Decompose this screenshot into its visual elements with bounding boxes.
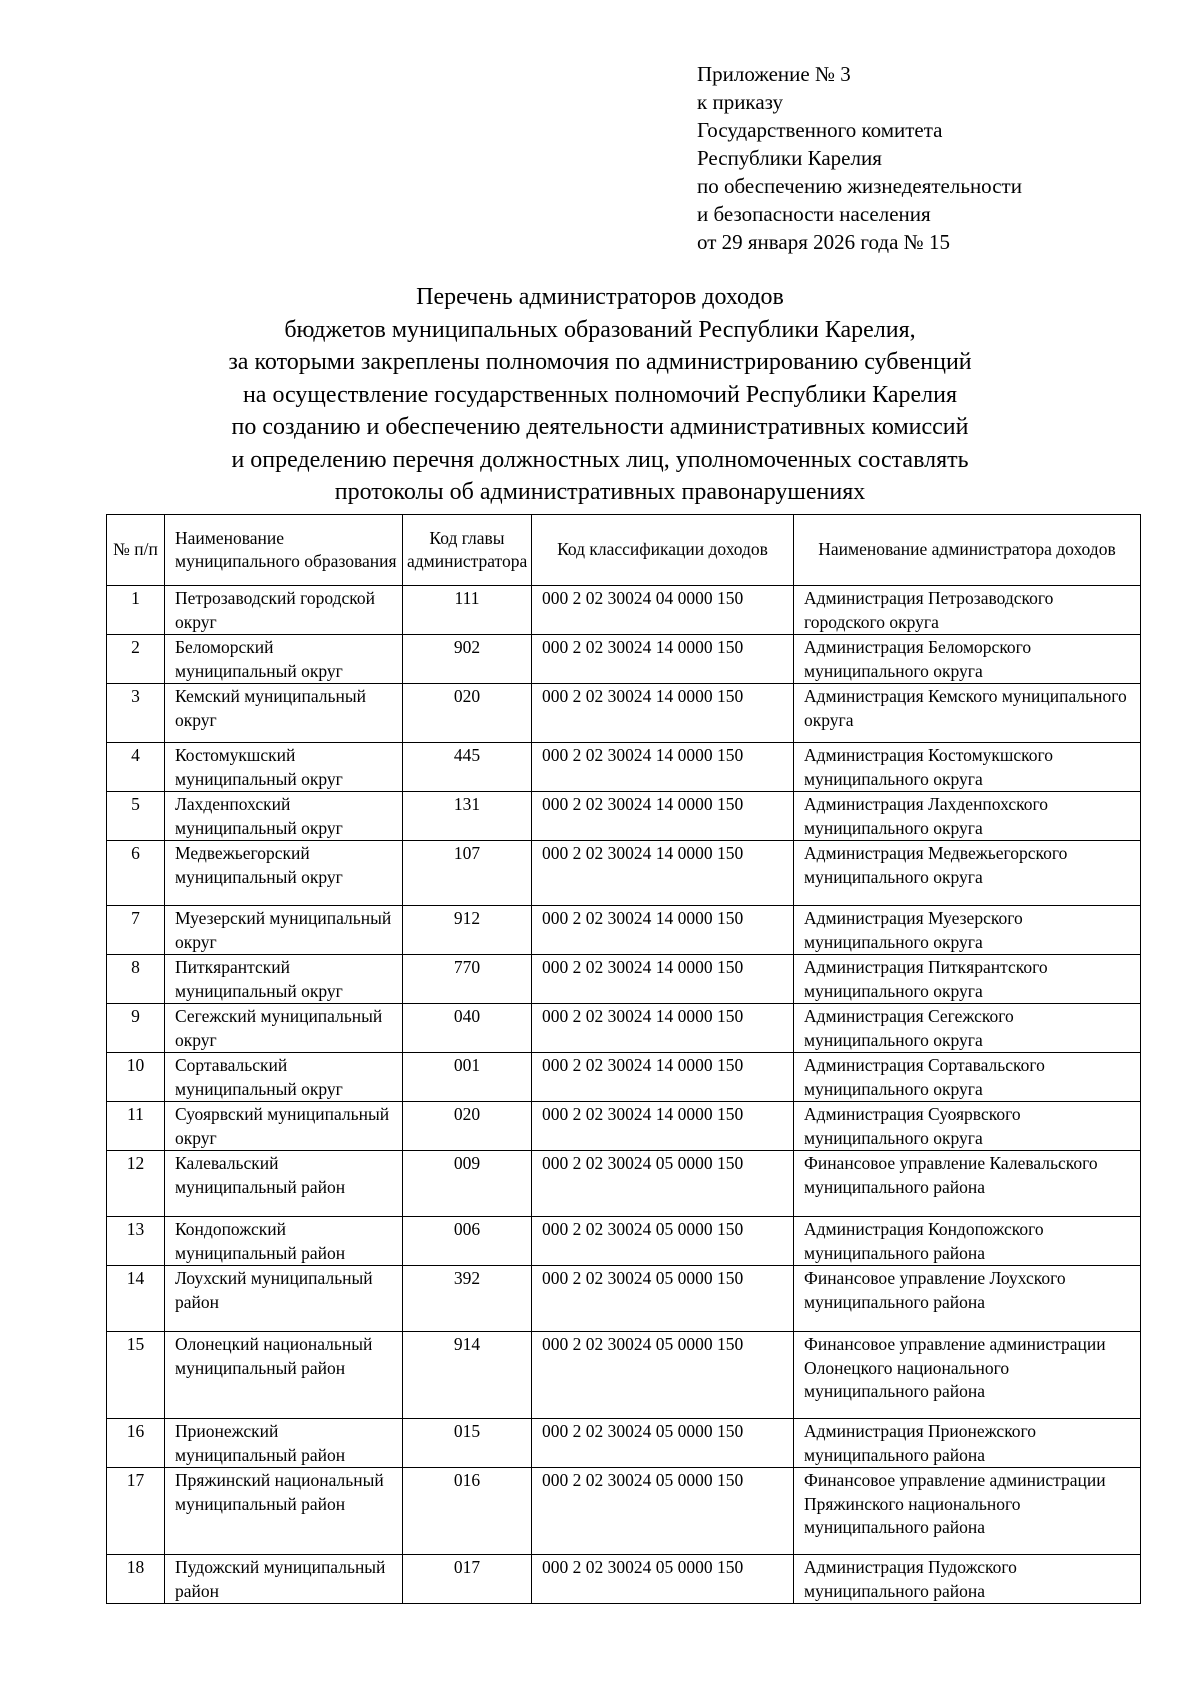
table-row [107,1332,1141,1419]
table-row [107,1266,1141,1332]
table-row [107,1217,1141,1266]
head-code: 016 [403,1468,532,1555]
table-header-row [107,515,1141,586]
administrator-name: Администрация Костомукшского муниципального округа [794,743,1141,792]
municipality-name: Кондопожский муниципальный район [165,1217,403,1266]
row-number: 9 [107,1004,165,1053]
administrator-name: Администрация Сегежского муниципального округа [794,1004,1141,1053]
administrator-name: Финансовое управление Лоухского муниципального района [794,1266,1141,1332]
row-number: 1 [107,586,165,635]
appendix-line: Республики Карелия [697,146,882,170]
header-head-code: Код главы администратора [403,515,532,586]
table-row [107,1053,1141,1102]
income-classification-code: 000 2 02 30024 14 0000 150 [532,955,794,1004]
administrator-name: Администрация Беломорского муниципального округа [794,635,1141,684]
table-row [107,1468,1141,1555]
row-number: 15 [107,1332,165,1419]
administrator-name: Администрация Медвежьегорского муниципального округа [794,841,1141,906]
head-code: 131 [403,792,532,841]
income-classification-code: 000 2 02 30024 14 0000 150 [532,635,794,684]
income-classification-code: 000 2 02 30024 05 0000 150 [532,1217,794,1266]
municipality-name: Лахденпохский муниципальный округ [165,792,403,841]
municipality-name: Медвежьегорский муниципальный округ [165,841,403,906]
municipality-name: Костомукшский муниципальный округ [165,743,403,792]
appendix-block [697,60,1022,256]
head-code: 020 [403,1102,532,1151]
title-line: протоколы об административных правонарушениях [334,479,866,505]
head-code: 902 [403,635,532,684]
row-number: 17 [107,1468,165,1555]
income-classification-code: 000 2 02 30024 14 0000 150 [532,684,794,743]
table-row [107,1419,1141,1468]
row-number: 2 [107,635,165,684]
row-number: 10 [107,1053,165,1102]
row-number: 3 [107,684,165,743]
income-classification-code: 000 2 02 30024 14 0000 150 [532,792,794,841]
row-number: 14 [107,1266,165,1332]
row-number: 12 [107,1151,165,1217]
head-code: 006 [403,1217,532,1266]
title-line: бюджетов муниципальных образований Республики Карелия, [284,316,916,343]
head-code: 020 [403,684,532,743]
header-income-code: Код классификации доходов [532,515,794,586]
head-code: 015 [403,1419,532,1468]
appendix-line: Государственного комитета [697,118,943,142]
administrator-name: Администрация Лахденпохского муниципального округа [794,792,1141,841]
administrator-name: Администрация Питкярантского муниципального округа [794,955,1141,1004]
municipality-name: Кемский муниципальный округ [165,684,403,743]
municipality-name: Беломорский муниципальный округ [165,635,403,684]
table-row [107,1151,1141,1217]
administrator-name: Финансовое управление администрации Пряжинского национального муниципального района [794,1468,1141,1555]
administrator-name: Финансовое управление Калевальского муниципального района [794,1151,1141,1217]
administrators-table [106,514,1141,1604]
municipality-name: Пряжинский национальный муниципальный район [165,1468,403,1555]
head-code: 040 [403,1004,532,1053]
income-classification-code: 000 2 02 30024 14 0000 150 [532,1004,794,1053]
table-row [107,1004,1141,1053]
row-number: 4 [107,743,165,792]
income-classification-code: 000 2 02 30024 05 0000 150 [532,1266,794,1332]
income-classification-code: 000 2 02 30024 14 0000 150 [532,1102,794,1151]
municipality-name: Прионежский муниципальный район [165,1419,403,1468]
table-row [107,906,1141,955]
municipality-name: Калевальский муниципальный район [165,1151,403,1217]
municipality-name: Олонецкий национальный муниципальный район [165,1332,403,1419]
administrator-name: Администрация Кондопожского муниципального района [794,1217,1141,1266]
head-code: 009 [403,1151,532,1217]
appendix-line: от 29 января 2026 года № 15 [697,230,950,254]
administrator-name: Администрация Прионежского муниципального района [794,1419,1141,1468]
income-classification-code: 000 2 02 30024 05 0000 150 [532,1419,794,1468]
title-line: по созданию и обеспечению деятельности административных комиссий [231,414,969,440]
title-line: на осуществление государственных полномочий Республики Карелия [242,381,958,408]
table-row [107,586,1141,635]
income-classification-code: 000 2 02 30024 05 0000 150 [532,1555,794,1604]
municipality-name: Петрозаводский городской округ [165,586,403,635]
income-classification-code: 000 2 02 30024 14 0000 150 [532,1053,794,1102]
head-code: 111 [403,586,532,635]
table-row [107,792,1141,841]
table-row [107,684,1141,743]
administrator-name: Администрация Сортавальского муниципального округа [794,1053,1141,1102]
title-line: и определению перечня должностных лиц, уполномоченных составлять [231,446,969,473]
head-code: 392 [403,1266,532,1332]
document-title [0,281,1200,509]
row-number: 18 [107,1555,165,1604]
head-code: 912 [403,906,532,955]
municipality-name: Сегежский муниципальный округ [165,1004,403,1053]
appendix-line: и безопасности населения [697,202,931,226]
header-administrator: Наименование администратора доходов [794,515,1141,586]
table-row [107,1555,1141,1604]
appendix-line: по обеспечению жизнедеятельности [697,174,1022,198]
title-line: Перечень администраторов доходов [416,284,784,310]
appendix-line: к приказу [697,90,783,114]
administrator-name: Администрация Суоярвского муниципального округа [794,1102,1141,1151]
municipality-name: Пудожский муниципальный район [165,1555,403,1604]
row-number: 7 [107,906,165,955]
head-code: 445 [403,743,532,792]
header-no: № п/п [107,515,165,586]
income-classification-code: 000 2 02 30024 14 0000 150 [532,743,794,792]
administrator-name: Администрация Петрозаводского городского округа [794,586,1141,635]
municipality-name: Муезерский муниципальный округ [165,906,403,955]
income-classification-code: 000 2 02 30024 14 0000 150 [532,841,794,906]
row-number: 16 [107,1419,165,1468]
table-body [107,586,1141,1604]
income-classification-code: 000 2 02 30024 05 0000 150 [532,1151,794,1217]
income-classification-code: 000 2 02 30024 05 0000 150 [532,1332,794,1419]
municipality-name: Сортавальский муниципальный округ [165,1053,403,1102]
municipality-name: Суоярвский муниципальный округ [165,1102,403,1151]
table-row [107,841,1141,906]
income-classification-code: 000 2 02 30024 05 0000 150 [532,1468,794,1555]
income-classification-code: 000 2 02 30024 04 0000 150 [532,586,794,635]
row-number: 8 [107,955,165,1004]
header-municipality: Наименование муниципального образования [165,515,403,586]
income-classification-code: 000 2 02 30024 14 0000 150 [532,906,794,955]
table-row [107,1102,1141,1151]
administrator-name: Администрация Пудожского муниципального района [794,1555,1141,1604]
administrator-name: Администрация Кемского муниципального округа [794,684,1141,743]
head-code: 107 [403,841,532,906]
head-code: 017 [403,1555,532,1604]
municipality-name: Лоухский муниципальный район [165,1266,403,1332]
head-code: 770 [403,955,532,1004]
municipality-name: Питкярантский муниципальный округ [165,955,403,1004]
row-number: 11 [107,1102,165,1151]
table-row [107,635,1141,684]
row-number: 13 [107,1217,165,1266]
row-number: 6 [107,841,165,906]
administrator-name: Администрация Муезерского муниципального округа [794,906,1141,955]
row-number: 5 [107,792,165,841]
table-row [107,743,1141,792]
appendix-line: Приложение № 3 [697,62,851,86]
administrator-name: Финансовое управление администрации Олонецкого национального муниципального района [794,1332,1141,1419]
title-line: за которыми закреплены полномочия по администрированию субвенций [228,349,972,375]
table-row [107,955,1141,1004]
head-code: 001 [403,1053,532,1102]
head-code: 914 [403,1332,532,1419]
